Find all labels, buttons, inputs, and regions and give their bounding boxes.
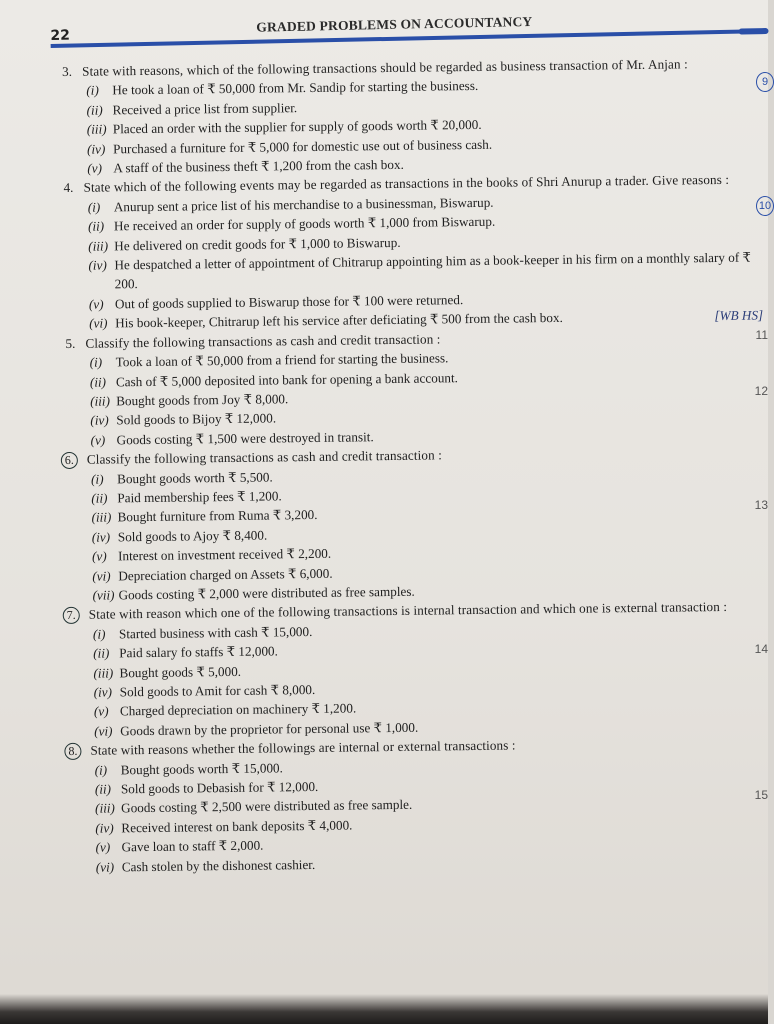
question-number [66,605,89,625]
item-text: Bought goods worth ₹ 15,000. [120,759,283,777]
item-text: Interest on investment received ₹ 2,200. [117,545,332,564]
item-text: Bought goods from Joy ₹ 8,000. [116,391,289,409]
item-numeral: (vi) [95,859,115,875]
question-number [64,450,87,470]
question-3 [62,54,753,179]
question-text: State with reasons, which of the following transactions should be regarded as business transaction of Mr. Anjan : [82,56,688,79]
sub-item-list [66,345,757,450]
item-text: Took a loan of ₹ 50,000 from a friend for starting the business. [115,350,449,370]
page-number: 22 [50,27,71,44]
item-text: Cash of ₹ 5,000 deposited into bank for opening a bank account. [115,369,459,389]
item-text: Gave loan to staff ₹ 2,000. [121,837,264,855]
item-text: Received interest on bank deposits ₹ 4,000. [121,817,353,836]
item-numeral: (iii) [86,121,107,137]
item-text: Sold goods to Bijoy ₹ 12,000. [116,410,277,428]
margin-mark: 9 [756,72,774,92]
question-text: Classify the following transactions as cash and credit transaction : [86,447,442,467]
item-numeral: (iii) [90,393,111,409]
margin-mark: 12 [754,384,768,398]
sub-item-list [62,73,753,178]
circled-number: 7. [63,607,80,624]
item-text: Bought goods ₹ 5,000. [119,663,242,680]
item-text: Bought goods worth ₹ 5,500. [116,468,273,486]
question-text: State which of the following events may be regarded as transactions in the books of Shri Anurup a trader. Give reasons : [83,172,730,196]
item-numeral: (ii) [87,218,105,234]
item-numeral: (v) [90,432,106,448]
item-text: Goods drawn by the proprietor for personal use ₹ 1,000. [120,719,419,739]
item-text: Goods costing ₹ 2,000 were distributed as free samples. [118,583,415,603]
item-numeral: (ii) [89,373,107,390]
question-6 [64,442,759,606]
item-text: Anurup sent a price list of his merchandise to a businessman, Biswarup. [113,194,494,215]
item-text: Started business with cash ₹ 15,000. [118,623,313,642]
item-numeral: (v) [87,160,103,176]
item-text: A staff of the business theft ₹ 1,200 from the cash box. [113,156,404,176]
item-numeral: (i) [87,199,101,215]
item-text: Paid membership fees ₹ 1,200. [117,488,282,506]
item-numeral: (vi) [92,568,111,584]
item-text: He took a loan of ₹ 50,000 from Mr. Sandip for starting the business. [112,78,479,98]
item-text: Goods costing ₹ 1,500 were destroyed in transit. [116,428,374,448]
question-number [70,741,90,761]
item-text: Depreciation charged on Assets ₹ 6,000. [118,565,333,583]
item-text: He despatched a letter of appointment of Chitrarup appointing him as a book-keeper in his firm on a monthly salary of ₹ 200. [114,249,751,292]
item-text: He received an order for supply of goods worth ₹ 1,000 from Biswarup. [113,213,496,234]
item-text: Sold goods to Ajoy ₹ 8,400. [117,527,268,545]
item-text: Goods costing ₹ 2,500 were distributed as free sample. [121,797,413,816]
sub-item-list [71,752,762,877]
item-numeral: (v) [95,839,111,855]
item-numeral: (iv) [91,529,111,545]
questions-list [62,54,762,877]
item-numeral: (vii) [92,587,115,603]
item-numeral: (i) [86,82,99,99]
item-text: Out of goods supplied to Biswarup those for ₹ 100 were returned. [114,291,464,312]
question-number: 3. [62,63,73,79]
item-text: Bought furniture from Ruma ₹ 3,200. [117,507,318,525]
item-numeral: (i) [89,354,103,370]
item-numeral: (i) [94,762,108,778]
item-numeral: (v) [88,296,104,312]
item-numeral: (iv) [93,684,113,700]
question-8 [70,733,762,877]
margin-mark: 15 [754,788,768,802]
source-reference: [WB HS] [714,307,764,324]
question-7 [66,597,761,741]
margin-marks [748,0,772,1024]
sub-item-list [69,616,760,741]
item-text: Received a price list from supplier. [112,99,298,118]
item-numeral: (iv) [90,412,109,428]
item-text: Purchased a furniture for ₹ 5,000 for domestic use out of business cash. [112,136,493,157]
item-numeral: (iv) [86,141,106,157]
question-number: 4. [63,180,74,196]
margin-mark: 14 [754,642,768,656]
item-numeral: (ii) [93,645,110,661]
sub-item-list [67,461,759,605]
item-text: Charged depreciation on machinery ₹ 1,200. [119,700,357,719]
item-numeral: (iii) [88,238,109,254]
item-numeral: (iv) [88,257,107,273]
item-numeral: (i) [91,471,104,487]
circled-number: 6. [61,452,78,469]
sub-item-list [64,189,764,333]
item-numeral: (iv) [95,820,114,836]
item-numeral: (ii) [91,490,108,506]
item-numeral: (ii) [94,781,112,797]
question-number: 5. [65,335,76,351]
item-numeral: (v) [93,703,109,720]
item-numeral: (iii) [93,665,114,681]
item-numeral: (iii) [91,509,112,526]
item-numeral: (i) [92,626,106,642]
item-text: His book-keeper, Chitrarup left his service after deficiating ₹ 500 from the cash box. [115,310,563,331]
margin-mark: 10 [756,196,774,216]
question-text: State with reason which one of the following transactions is internal transaction and which one is external transaction : [88,599,728,623]
item-numeral: (iii) [95,800,115,817]
margin-mark: 13 [754,498,768,512]
item-text: Placed an order with the supplier for supply of goods worth ₹ 20,000. [112,117,482,137]
item-numeral: (ii) [86,102,103,118]
margin-mark: 11 [755,328,768,342]
item-numeral: (v) [91,548,107,564]
page-edge-shadow [0,994,768,1024]
page-header [50,0,751,54]
item-text: Sold goods to Debasish for ₹ 12,000. [120,778,319,797]
item-numeral: (vi) [94,723,113,739]
question-5 [65,325,756,450]
item-text: Cash stolen by the dishonest cashier. [121,856,316,874]
running-title: GRADED PROBLEMS ON ACCOUNTANCY [256,13,533,35]
item-numeral: (vi) [89,315,108,331]
item-text: Paid salary fo staffs ₹ 12,000. [119,643,278,661]
item-text: Sold goods to Amit for cash ₹ 8,000. [119,681,316,700]
question-text: Classify the following transactions as cash and credit transaction : [85,331,441,351]
circled-number: 8. [64,743,81,760]
item-text: He delivered on credit goods for ₹ 1,000 to Biswarup. [114,234,401,254]
question-4 [63,170,764,334]
question-text: State with reasons whether the followings are internal or external transactions : [90,737,516,758]
